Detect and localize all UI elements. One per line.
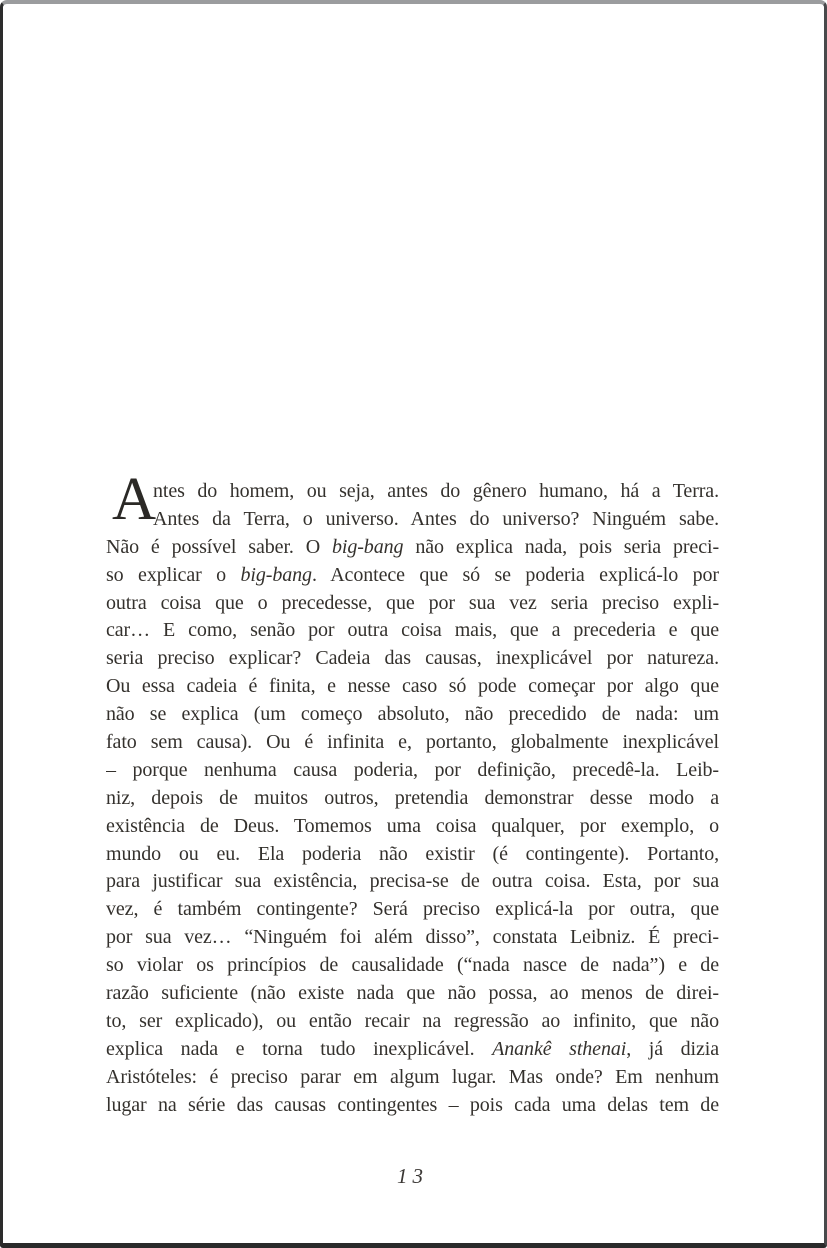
- text-line: [106, 785, 719, 813]
- italic-text-segment: big-bang: [240, 563, 312, 586]
- text-segment: so violar os princípios de causalidade (“nada nasce de nada”) e de: [106, 954, 719, 977]
- text-line: [106, 645, 719, 673]
- text-segment: fato sem causa). Ou é infinita e, portanto, globalmente inexplicável: [106, 731, 719, 754]
- text-line: [106, 617, 719, 645]
- text-line: [106, 1008, 719, 1036]
- text-line: [106, 562, 719, 590]
- text-segment: razão suficiente (não existe nada que não possa, ao menos de direi-: [106, 982, 719, 1005]
- text-segment: car… E como, senão por outra coisa mais, que a precederia e que: [106, 619, 719, 642]
- text-line: [106, 1064, 719, 1092]
- text-segment: , já dizia: [626, 1037, 719, 1060]
- text-line: [106, 590, 719, 618]
- text-line: [106, 757, 719, 785]
- text-segment: ntes do homem, ou seja, antes do gênero humano, há a Terra.: [153, 480, 719, 502]
- paragraph: [106, 478, 719, 1119]
- text-segment: lugar na série das causas contingentes – pois cada uma delas tem de: [106, 1093, 719, 1116]
- text-line: [106, 534, 719, 562]
- text-segment: . Acontece que só se poderia explicá-lo por: [311, 563, 719, 586]
- text-line: [106, 841, 719, 869]
- text-line: [106, 701, 719, 729]
- text-segment: outra coisa que o precedesse, que por sua vez seria preciso expli-: [106, 591, 719, 614]
- page-number-label: 13: [397, 1164, 428, 1188]
- text-line: [106, 506, 719, 534]
- text-segment: Ou essa cadeia é finita, e nesse caso só pode começar por algo que: [106, 675, 719, 698]
- italic-text-segment: big-bang: [331, 535, 404, 558]
- text-line: [106, 813, 719, 841]
- body-text-block: [106, 466, 719, 1119]
- text-segment: to, ser explicado), ou então recair na regressão ao infinito, que não: [106, 1009, 719, 1032]
- text-segment: por sua vez… “Ninguém foi além disso”, constata Leibniz. É preci-: [106, 926, 719, 949]
- text-segment: – porque nenhuma causa poderia, por definição, precedê-la. Leib-: [106, 758, 719, 781]
- text-segment: vez, é também contingente? Será preciso explicá-la por outra, que: [106, 898, 719, 921]
- text-segment: Não é possível saber. O: [106, 535, 332, 558]
- text-segment: seria preciso explicar? Cadeia das causas, inexplicável por natureza.: [106, 647, 719, 670]
- text-segment: Antes da Terra, o universo. Antes do universo? Ninguém sabe.: [153, 507, 719, 530]
- text-line: [106, 952, 719, 980]
- text-segment: Aristóteles: é preciso parar em algum lugar. Mas onde? Em nenhum: [106, 1065, 719, 1088]
- drop-cap-letter: A: [112, 466, 157, 533]
- text-segment: não se explica (um começo absoluto, não precedido de nada: um: [106, 703, 719, 726]
- text-segment: explica nada e torna tudo inexplicável.: [106, 1037, 493, 1060]
- text-segment: mundo ou eu. Ela poderia não existir (é contingente). Portanto,: [106, 842, 719, 865]
- text-segment: não explica nada, pois seria preci-: [403, 535, 719, 558]
- text-segment: so explicar o: [106, 563, 241, 586]
- text-line: [106, 896, 719, 924]
- text-line: [106, 1036, 719, 1064]
- text-line: [106, 924, 719, 952]
- text-line: [106, 868, 719, 896]
- italic-text-segment: Anankê sthenai: [492, 1037, 627, 1060]
- text-segment: niz, depois de muitos outros, pretendia demonstrar desse modo a: [106, 786, 719, 809]
- text-segment: existência de Deus. Tomemos uma coisa qualquer, por exemplo, o: [106, 814, 719, 837]
- text-line: [106, 1092, 719, 1120]
- text-segment: para justificar sua existência, precisa-se de outra coisa. Esta, por sua: [106, 870, 719, 893]
- text-line: [106, 673, 719, 701]
- text-line: [106, 729, 719, 757]
- text-line: [106, 980, 719, 1008]
- text-line: [106, 478, 719, 506]
